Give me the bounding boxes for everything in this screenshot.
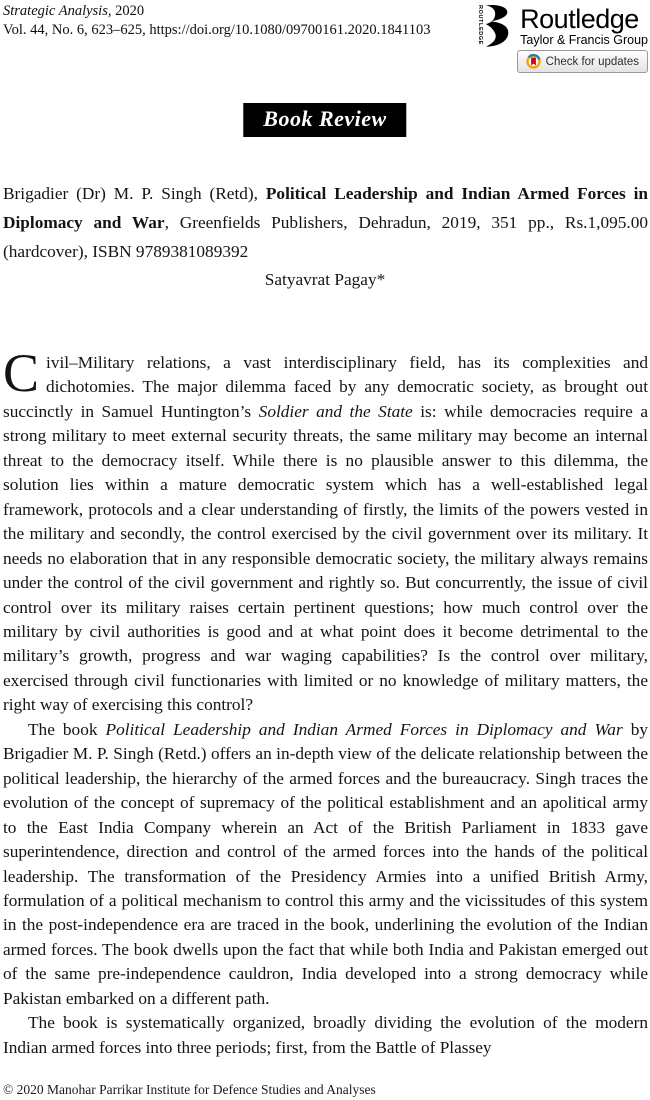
copyright-line: © 2020 Manohar Parrikar Institute for Defence Studies and Analyses <box>3 1082 376 1097</box>
routledge-r-icon <box>483 4 513 48</box>
paragraph-1 <box>3 343 648 718</box>
paragraph-2 <box>3 718 648 1011</box>
check-for-updates-label: Check for updates <box>545 55 639 68</box>
routledge-vertical-label: ROUTLEDGE <box>477 5 484 45</box>
routledge-brand-text: Routledge <box>520 4 639 34</box>
journal-name: Strategic Analysis <box>3 3 108 19</box>
crossmark-icon <box>526 54 541 69</box>
paragraph-1-text: ivil–Military relations, a vast interdisciplinary field, has its complexities and dichotomies. The major dilemma faced by any democratic society, as brought out succinctly in Samuel Huntington’s <box>3 353 648 421</box>
routledge-mark <box>476 4 513 48</box>
routledge-wordmark <box>520 4 648 47</box>
paragraph-2-text-cont: by Brigadier M. P. Singh (Retd.) offers an in-depth view of the delicate relationship between the political leadership, the hierarchy of the armed forces and the bureaucracy. Singh traces the evolution of the concept of supremacy of the political establishment and an apolitical army to the East India Company wherein an Act of the British Parliament in 1833 gave superintendence, direction and control of the armed forces into the hands of the political leadership. The transformation of the Presidency Armies into a unified British Army, formulation of a political mechanism to control this army and the vicissitudes of this system in the post-independence era are traced in the book, underlining the evolution of the Indian armed forces. The book dwells upon the fact that while both India and Pakistan emerged out of the same pre-independence cauldron, India developed into a strong democracy while Pakistan embarked on a different path. <box>3 719 648 1008</box>
journal-year: , 2020 <box>107 3 145 19</box>
book-title-italic-huntington: Soldier and the State <box>258 401 413 421</box>
check-for-updates-button[interactable] <box>517 50 648 73</box>
journal-title-line <box>3 2 431 21</box>
citation-author-part: Brigadier (Dr) M. P. Singh (Retd), <box>3 184 266 203</box>
taylor-francis-group-text: Taylor & Francis Group <box>520 33 648 47</box>
reviewer-name: Satyavrat Pagay* <box>264 270 386 289</box>
paragraph-3: The book is systematically organized, broadly dividing the evolution of the modern Indian armed forces into three periods; first, from the Battle of Plassey <box>3 1013 648 1057</box>
citation-publisher-part: , Greenfields Publishers, Dehradun, 2019, 351 pp., Rs.1,095.00 (hardcover), ISBN 9789381089392 <box>3 213 648 261</box>
book-review-banner <box>243 103 406 137</box>
section-label: Book Review <box>263 106 387 131</box>
book-citation <box>3 179 648 266</box>
book-title-italic-singh: Political Leadership and Indian Armed Forces in Diplomacy and War <box>105 719 623 739</box>
journal-masthead <box>3 2 431 40</box>
journal-volume-doi-line: Vol. 44, No. 6, 623–625, https://doi.org/10.1080/09700161.2020.1841103 <box>3 22 431 38</box>
routledge-logo <box>476 4 648 48</box>
paragraph-2-text: The book <box>28 719 106 739</box>
paragraph-1-text-cont: is: while democracies require a strong military to meet external security threats, the same military may become an internal threat to the democracy itself. While there is no plausible answer to this dilemma, the solution lies within a mature democratic system which has a well-established legal framework, protocols and a clear understanding of firstly, the limits of the powers vested in the military and secondly, the control exercised by the civil government over its military. It needs no elaboration that in any responsible democratic society, the military always remains under the control of the civil government and rightly so. But concurrently, the issue of civil control over its military raises certain pertinent questions; how much control over the military by civil authorities is good and at what point does it become detrimental to the military’s growth, progress and war waging capabilities? Is the control over military, exercised through civil functionaries with limited or no knowledge of military matters, the right way of exercising this control? <box>3 401 648 715</box>
drop-cap: C <box>3 343 40 403</box>
review-body <box>3 343 648 1060</box>
citation-book-title: Political Leadership and Indian Armed Forces in Diplomacy and War <box>3 184 648 232</box>
